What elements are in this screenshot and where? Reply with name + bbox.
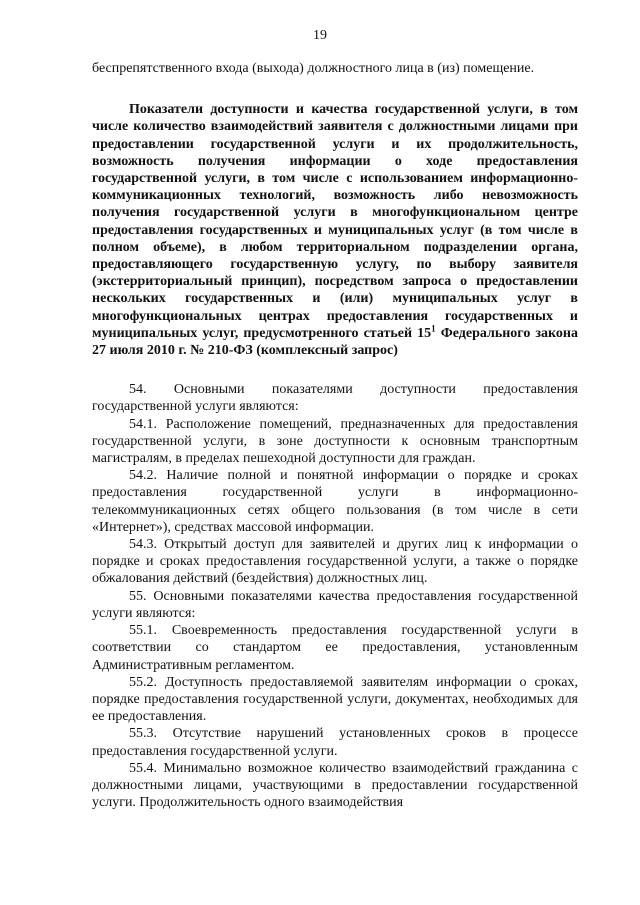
heading-superscript: 1 xyxy=(431,323,436,334)
heading-text: Показатели доступности и качества государственной услуги, в том числе количество взаимодействий заявителя с должностными лицами при предоставлении государственной услуги и их продолжительность, возможность получения информации о ходе предоставления государственной услуги, в том числе с использованием информационно-коммуникационных технологий, возможность либо невозможность получения государственной услуги в многофункциональном центре предоставления государственных и муниципальных услуг (в том числе в полном объеме), в любом территориальном подразделении органа, предоставляющего государственную услугу, по выбору заявителя (экстерриториальный принцип), посредством запроса о предоставлении нескольких государственных и (или) муниципальных услуг в многофункциональных центрах предоставления государственных и муниципальных услуг, предусмотренного статьей 15 xyxy=(92,102,578,341)
paragraph-55-1: 55.1. Своевременность предоставления государственной услуги в соответствии со стандартом ее предоставления, установленным Административным регламентом. xyxy=(92,623,578,673)
paragraph-55: 55. Основными показателями качества предоставления государственной услуги являются: xyxy=(92,588,578,621)
heading-text-end: Федерального закона 27 июля 2010 г. № 210-ФЗ (комплексный запрос) xyxy=(92,325,578,359)
paragraph-54: 54. Основными показателями доступности предоставления государственной услуги являются: xyxy=(92,382,578,415)
paragraph-55-2: 55.2. Доступность предоставляемой заявителям информации о сроках, порядке предоставления государственной услуги, документах, необходимых для ее предоставления. xyxy=(92,674,578,725)
paragraph-54-2: 54.2. Наличие полной и понятной информации о порядке и сроках предоставления государственной услуги в информационно-телекоммуникационных сетях общего пользования (в том числе в сети «Интернет»), средствах массовой информации. xyxy=(92,468,578,535)
paragraph-55-4: 55.4. Минимально возможное количество взаимодействий гражданина с должностными лицами, участвующими в предоставлении государственной услуги. Продолжительность одного взаимодействия xyxy=(92,760,578,811)
lead-paragraph: беспрепятственного входа (выхода) должностного лица в (из) помещение. xyxy=(92,61,535,76)
section-heading xyxy=(92,101,578,359)
document-body xyxy=(92,60,578,811)
paragraph-54-1: 54.1. Расположение помещений, предназначенных для предоставления государственной услуги, в зоне доступности к основным транспортным магистралям, в пределах пешеходной доступности для граждан. xyxy=(92,416,578,467)
paragraph-55-3: 55.3. Отсутствие нарушений установленных сроков в процессе предоставления государственной услуги. xyxy=(92,726,578,759)
page-number: 19 xyxy=(313,28,327,43)
paragraph-54-3: 54.3. Открытый доступ для заявителей и других лиц к информации о порядке и сроках предоставления государственной услуги, а также о порядке обжалования действий (бездействия) должностных лиц. xyxy=(92,537,578,587)
